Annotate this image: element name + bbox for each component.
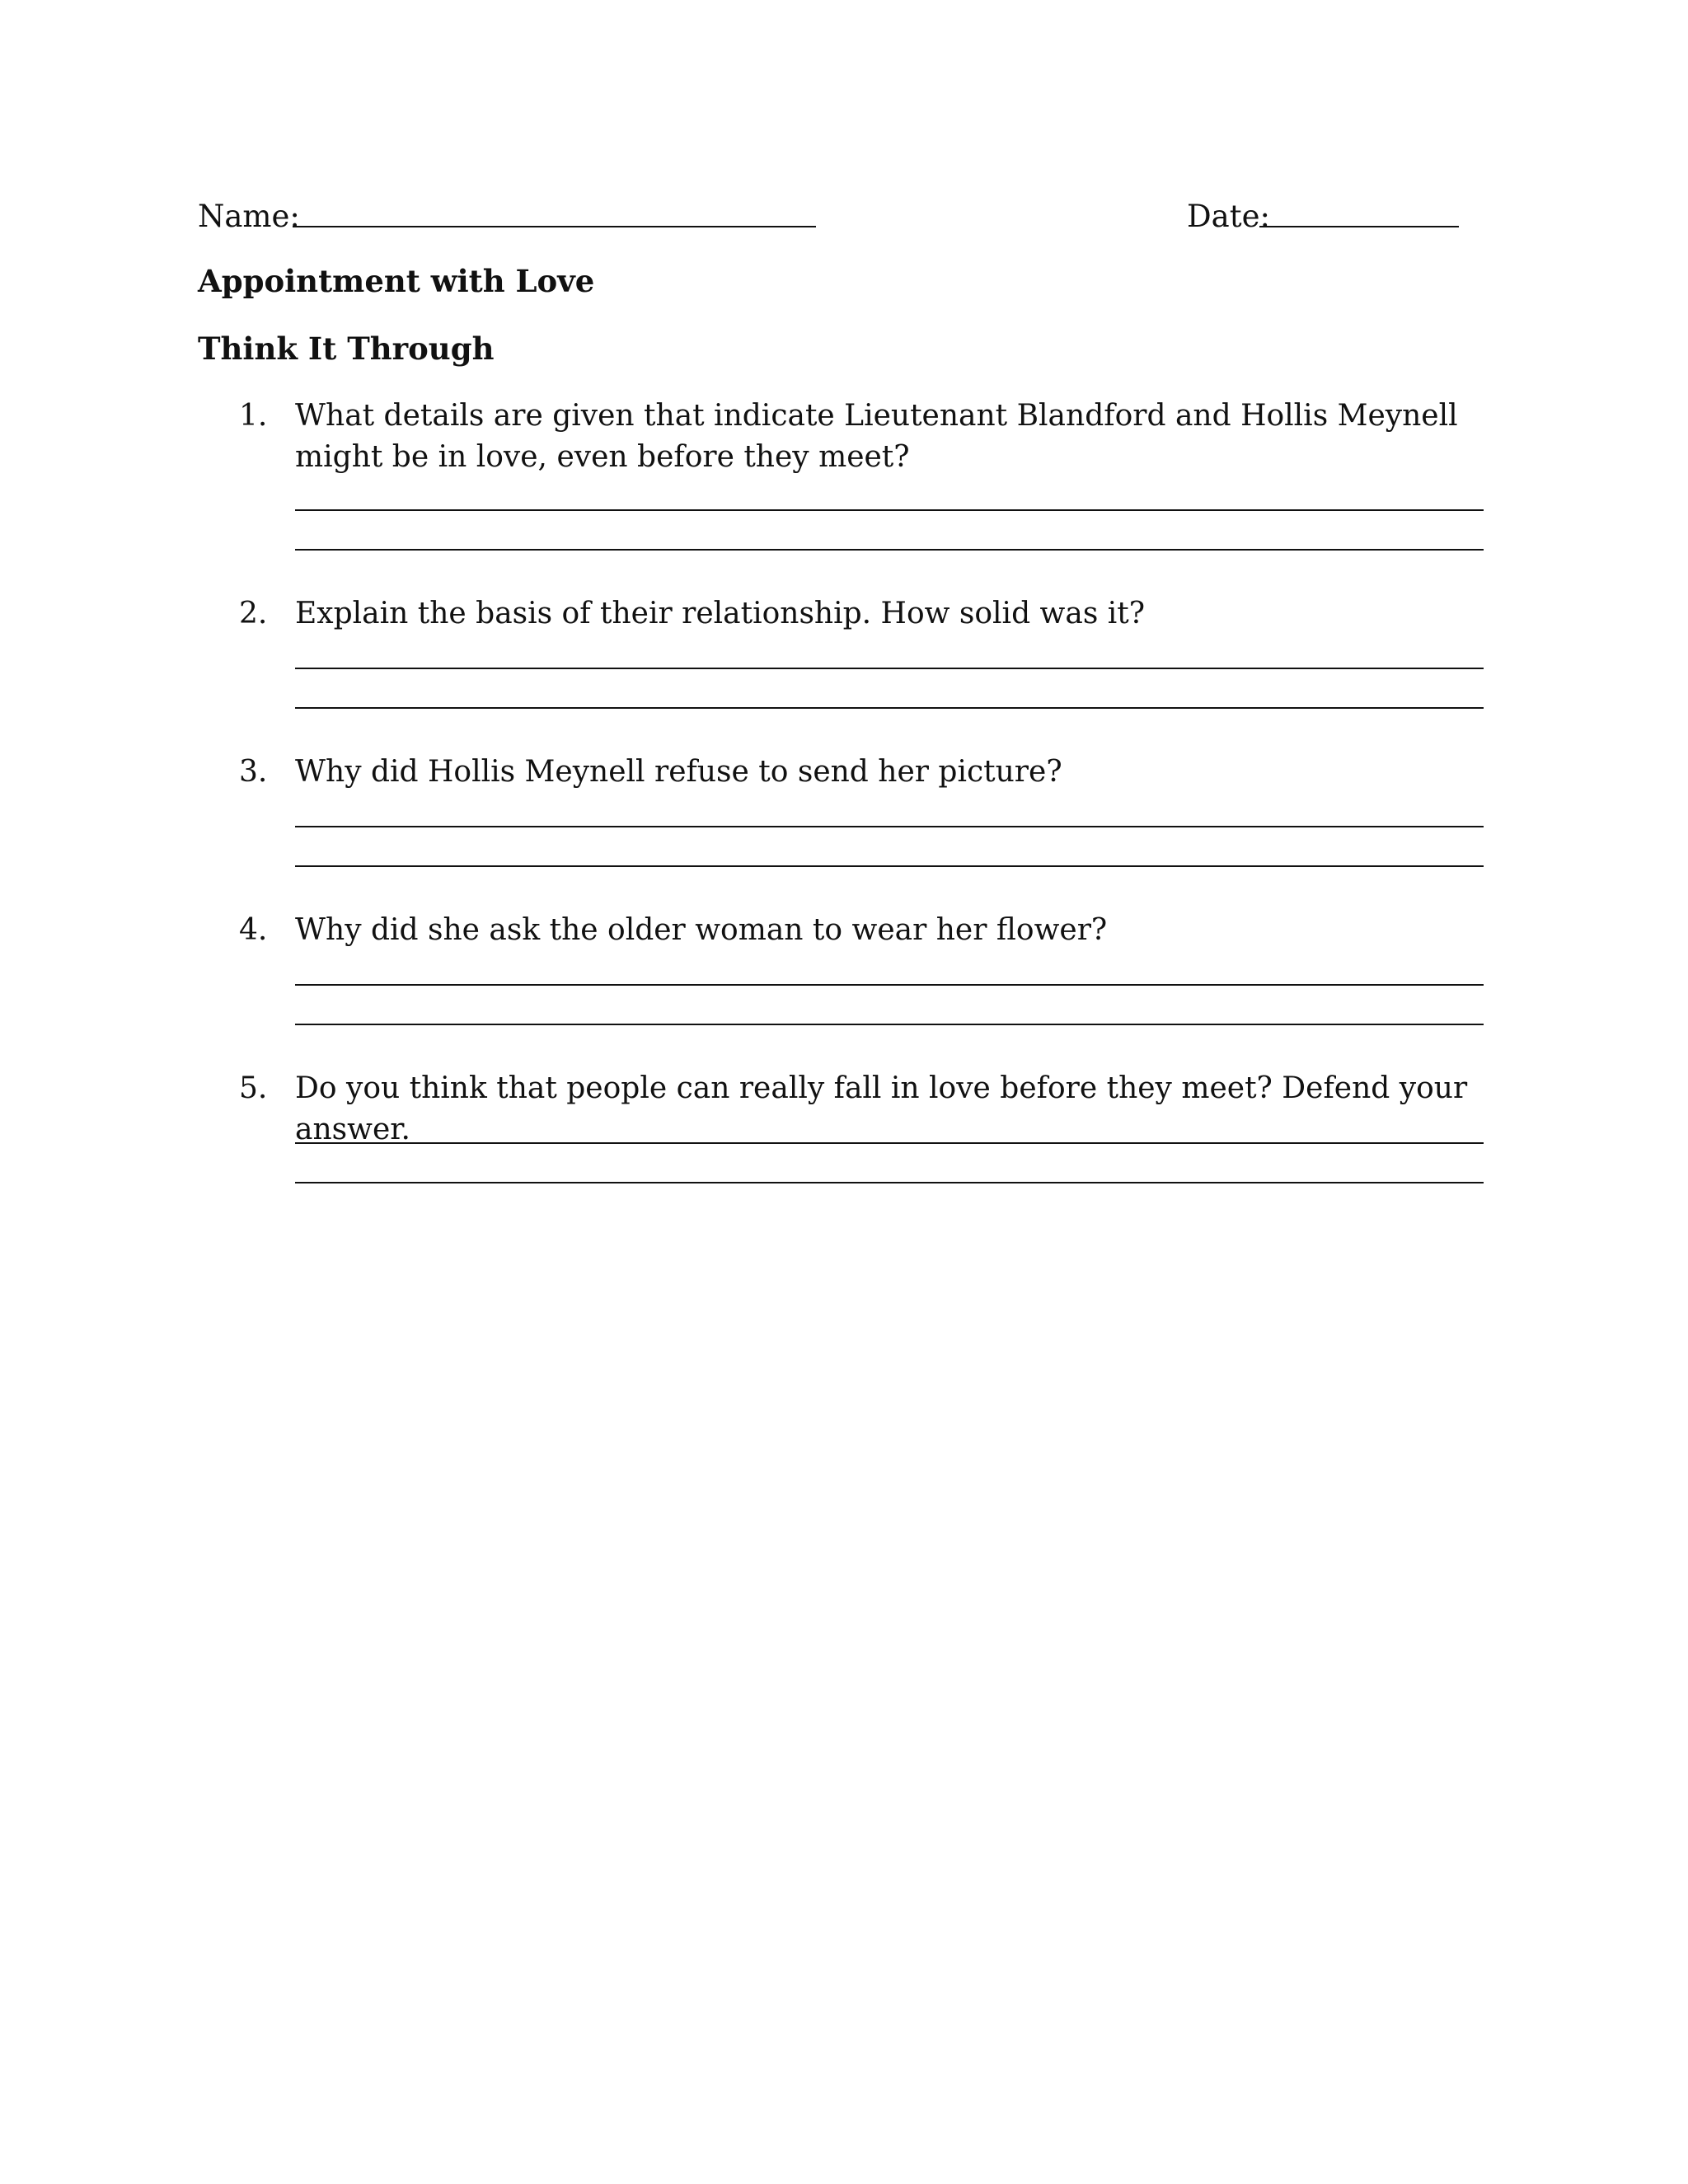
- section-heading: Think It Through: [198, 330, 495, 367]
- name-label: Name:: [198, 199, 300, 234]
- question-number: 2.: [239, 597, 268, 630]
- question-text: What details are given that indicate Lieutenant Blandford and Hollis Meynell might be in love, even before they meet?: [295, 399, 1458, 474]
- question-text: Why did Hollis Meynell refuse to send her picture?: [295, 755, 1062, 789]
- question-number: 1.: [239, 399, 268, 433]
- question-text: Do you think that people can really fall in love before they meet? Defend your answer.: [295, 1071, 1468, 1146]
- question-text: Explain the basis of their relationship. How solid was it?: [295, 597, 1146, 630]
- question-text: Why did she ask the older woman to wear her flower?: [295, 913, 1108, 947]
- answer-line[interactable]: [295, 668, 1484, 669]
- answer-line[interactable]: [295, 1024, 1484, 1025]
- name-blank-line[interactable]: [293, 226, 816, 227]
- question-number: 3.: [239, 755, 268, 789]
- answer-line[interactable]: [295, 509, 1484, 511]
- answer-line[interactable]: [295, 707, 1484, 709]
- answer-line[interactable]: [295, 826, 1484, 827]
- date-label: Date:: [1187, 199, 1270, 234]
- date-blank-line[interactable]: [1259, 226, 1459, 227]
- answer-line[interactable]: [295, 549, 1484, 551]
- question-number: 5.: [239, 1071, 268, 1105]
- answer-line[interactable]: [295, 1142, 1484, 1144]
- worksheet-title: Appointment with Love: [198, 263, 595, 299]
- question-number: 4.: [239, 913, 268, 947]
- answer-line[interactable]: [295, 984, 1484, 986]
- answer-line[interactable]: [295, 865, 1484, 867]
- answer-line[interactable]: [295, 1182, 1484, 1183]
